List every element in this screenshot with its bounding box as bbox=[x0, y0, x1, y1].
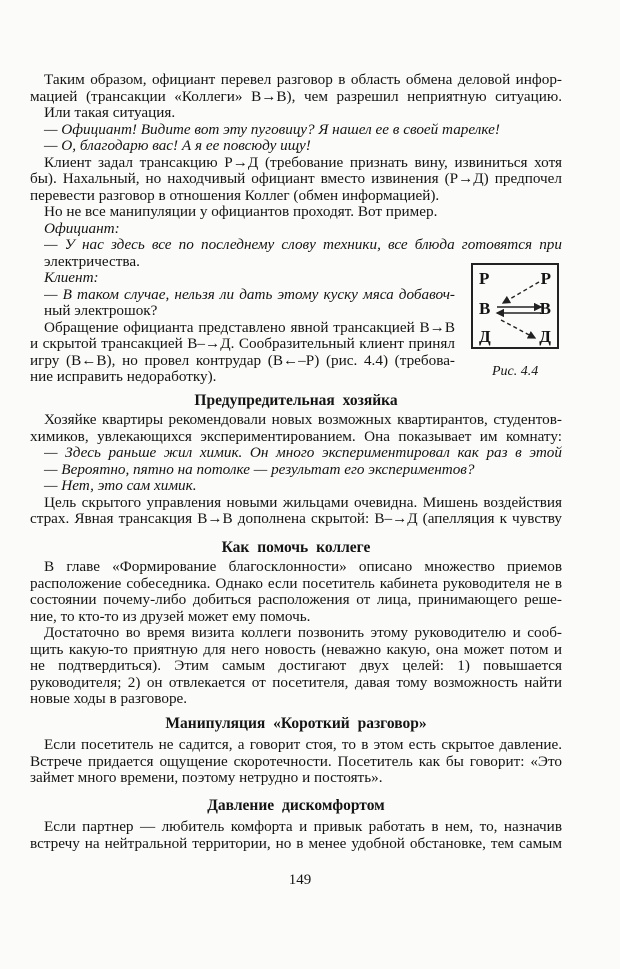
text-line-b2: химиков, увлекающихся экспериментированием. Она показывает им комнату: bbox=[30, 428, 562, 445]
text-line-b2: Цель скрытого управления новыми жильцами очевидна. Мишень воздействия bbox=[44, 494, 562, 511]
fig-letter-p-right: Р bbox=[540, 269, 551, 288]
heading-predupreditelnaya-hozyaika: Предупредительная хозяйка bbox=[194, 392, 398, 409]
text-line-b3: расположение собеседника. Однако если посетитель кабинета руководителя не в bbox=[30, 575, 562, 592]
fig-letter-v-right: В bbox=[539, 299, 551, 318]
text-line-b1: Или такая ситуация. bbox=[44, 104, 176, 121]
heading-davlenie-diskomfortom: Давление дискомфортом bbox=[207, 797, 385, 814]
text-line-b4: Встрече придается ощущение скоротечности. Посетитель как бы говорит: «Это bbox=[30, 753, 562, 770]
text-line-b1: Но не все манипуляции у официантов проходят. Вот пример. bbox=[44, 203, 438, 220]
text-line-b1: — Официант! Видите вот эту пуговицу? Я нашел ее в своей тарелке! bbox=[44, 120, 500, 138]
text-line-b2: Хозяйке квартиры рекомендовали новых возможных квартирантов, студентов- bbox=[44, 412, 562, 428]
text-line-b1: электричества. bbox=[44, 252, 140, 270]
dashed-arrow-v-to-d bbox=[501, 320, 535, 338]
heading-kak-pomoch-kollege: Как помочь коллеге bbox=[221, 539, 371, 556]
figure-caption: Рис. 4.4 bbox=[492, 364, 539, 379]
text-line-b1: Официант: bbox=[44, 219, 120, 237]
text-line-b3: щить какую-то приятную для него новость (неважно какую, она может потом и bbox=[30, 641, 562, 658]
text-line-b1: Обращение официанта представлено явной трансакцией В→В bbox=[44, 319, 455, 336]
text-line-b1: — О, благодарю вас! А я ее повсюду ищу! bbox=[44, 137, 311, 154]
text-line-b3: В главе «Формирование благосклонности» описано множество приемов bbox=[44, 559, 562, 575]
text-line-b1: бы). Нахальный, но находчивый официант вместо извинения (Р→Д) предпочел bbox=[30, 171, 562, 187]
text-line-b2: страх. Явная трансакция В→В дополнена скрытой: В–→Д (апелляция к чувству bbox=[30, 511, 562, 527]
text-line-b1: и скрытой трансакцией В–→Д. Сообразительный клиент принял bbox=[30, 336, 455, 352]
text-line-b4: Если посетитель не садится, а говорит стоя, то в этом есть скрытое давление. bbox=[44, 737, 562, 753]
text-line-b2: — Вероятно, пятно на потолке — результат его экспериментов? bbox=[44, 460, 475, 478]
text-line-b1: ние исправить недоработку). bbox=[30, 368, 217, 385]
text-line-b3: Достаточно во время визита коллеги позвонить этому руководителю и сооб- bbox=[44, 625, 562, 641]
text-line-b3: руководителя; 2) он отвлекается от посетителя, давая тому возможность найти bbox=[30, 674, 562, 691]
text-line-b1: — В таком случае, нельзя ли дать этому куску мяса добавоч- bbox=[44, 286, 455, 303]
text-line-b3: состоянии почему-либо добиться расположения от лица, принимающего реше- bbox=[30, 592, 562, 608]
text-line-b1: игру (В←В), но провел контрудар (В←–Р) (рис. 4.4) (требова- bbox=[30, 352, 455, 369]
text-line-b1: перевести разговор в отношения Коллег (обмен информацией). bbox=[30, 186, 440, 204]
text-line-b1: Клиент: bbox=[44, 269, 99, 286]
text-line-b2: — Нет, это сам химик. bbox=[44, 477, 197, 494]
text-line-b4: займет много времени, поэтому нетрудно и постоять». bbox=[30, 769, 383, 786]
heading-korotkiy-razgovor: Манипуляция «Короткий разговор» bbox=[165, 715, 427, 732]
text-line-b1: ный электрошок? bbox=[44, 302, 158, 319]
text-line-b1: мацией (трансакции «Коллеги» В→В), чем разрешил неприятную ситуацию. bbox=[30, 88, 562, 105]
text-line-b5: Если партнер — любитель комфорта и привык работать в нем, то, назначив bbox=[44, 819, 562, 835]
text-line-b1: — У нас здесь все по последнему слову техники, все блюда готовятся при bbox=[44, 237, 562, 253]
fig-letter-p-left: Р bbox=[479, 269, 490, 288]
text-line-b2: — Здесь раньше жил химик. Он много экспериментировал как раз в этой bbox=[44, 445, 562, 461]
page-number: 149 bbox=[288, 872, 312, 888]
fig-letter-v-left: В bbox=[479, 299, 491, 318]
fig-letter-d-right: Д bbox=[539, 327, 551, 346]
fig-letter-d-left: Д bbox=[479, 327, 491, 346]
text-line-b5: встречу на нейтральной территории, но в менее удобной обстановке, тем самым bbox=[30, 835, 562, 852]
text-line-b3: не подтвердиться). Этим самым достигают двух целей: 1) повышается bbox=[30, 658, 562, 674]
text-line-b3: ние, то кто-то из друзей может ему помочь. bbox=[30, 607, 311, 625]
text-line-b1: Таким образом, официант перевел разговор в область обмена деловой инфор- bbox=[44, 72, 562, 88]
text-line-b1: Клиент задал трансакцию Р→Д (требование признать вину, извиниться хотя bbox=[44, 154, 562, 171]
text-line-b3: новые ходы в разговоре. bbox=[30, 690, 188, 707]
